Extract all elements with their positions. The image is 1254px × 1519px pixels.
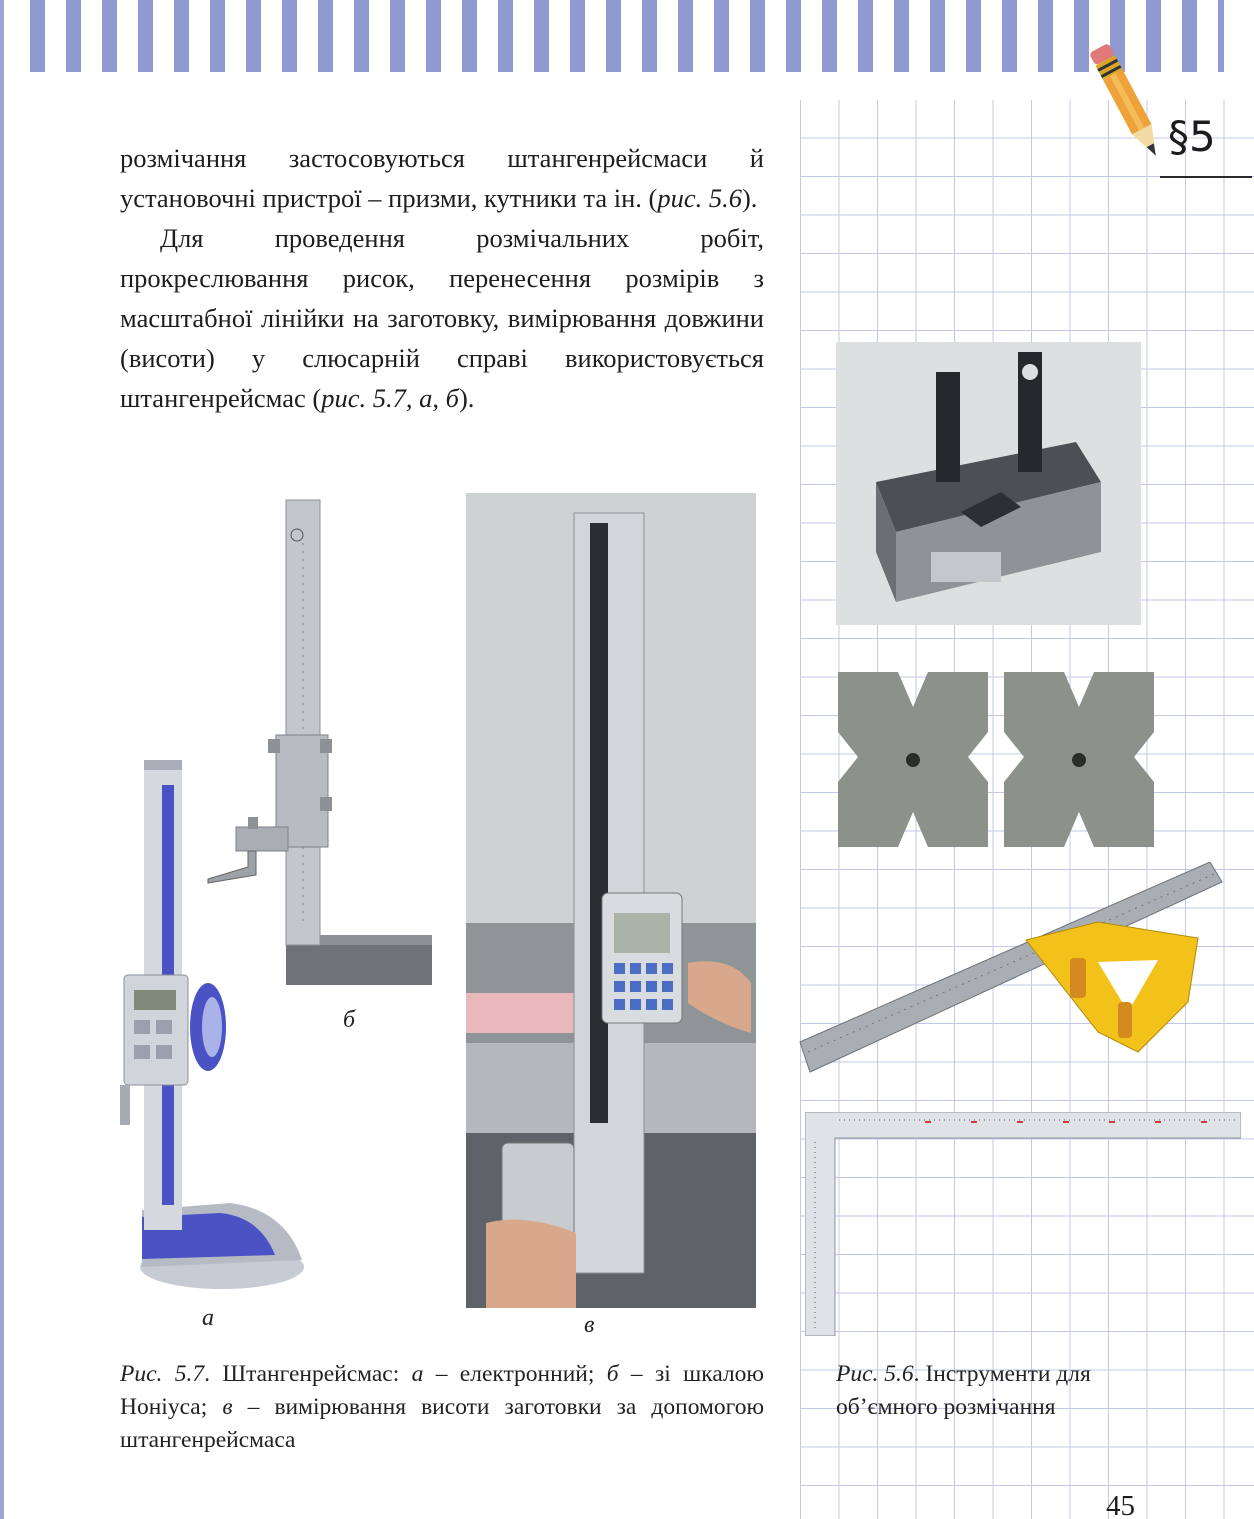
paragraph-2: Для проведення розмічальних робіт, прокреслювання рисок, перенесення розмірів з масштабної лінійки на заготовку, вимірювання довжини (висоти) у слюсарній справі використовується штангенрейсмас (рис. 5.7, а, б). [120,223,764,413]
page-number: 45 [1106,1490,1135,1519]
figure-label-b: б [343,1007,356,1033]
header-stripes [30,0,1224,72]
combination-square-image [798,862,1224,1080]
figure-5-7-caption: Рис. 5.7. Штангенрейсмас: а – електронний; б – зі шкалою Ноніуса; в – вимірювання висоти заготовки за допомогою штангенрейсмаса [120,1361,764,1453]
v-block-clamp-photo [836,342,1141,625]
figure-5-6-caption: Рис. 5.6. Інструменти для об’ємного розмічання [836,1361,1091,1420]
section-underline [1160,176,1252,178]
figure-reference: рис. 5.6 [657,183,742,213]
page-edge [0,0,4,1519]
figure-label-a: а [202,1305,214,1331]
body-text [120,138,764,418]
paragraph-1: розмічання застосовуються штангенрейсмаси й установочні пристрої – призми, кутники та ін. (рис. 5.6). [120,143,764,213]
figure-label-v: в [584,1312,595,1338]
height-measurement-photo [466,493,756,1308]
section-number: §5 [1168,112,1216,161]
pencil-icon [1080,30,1180,180]
v-blocks-pair-photo [838,672,1154,850]
steel-square-ruler-image [805,1112,1241,1336]
vernier-height-gauge-image [200,495,435,990]
figure-reference: рис. 5.7, а, б [321,383,459,413]
